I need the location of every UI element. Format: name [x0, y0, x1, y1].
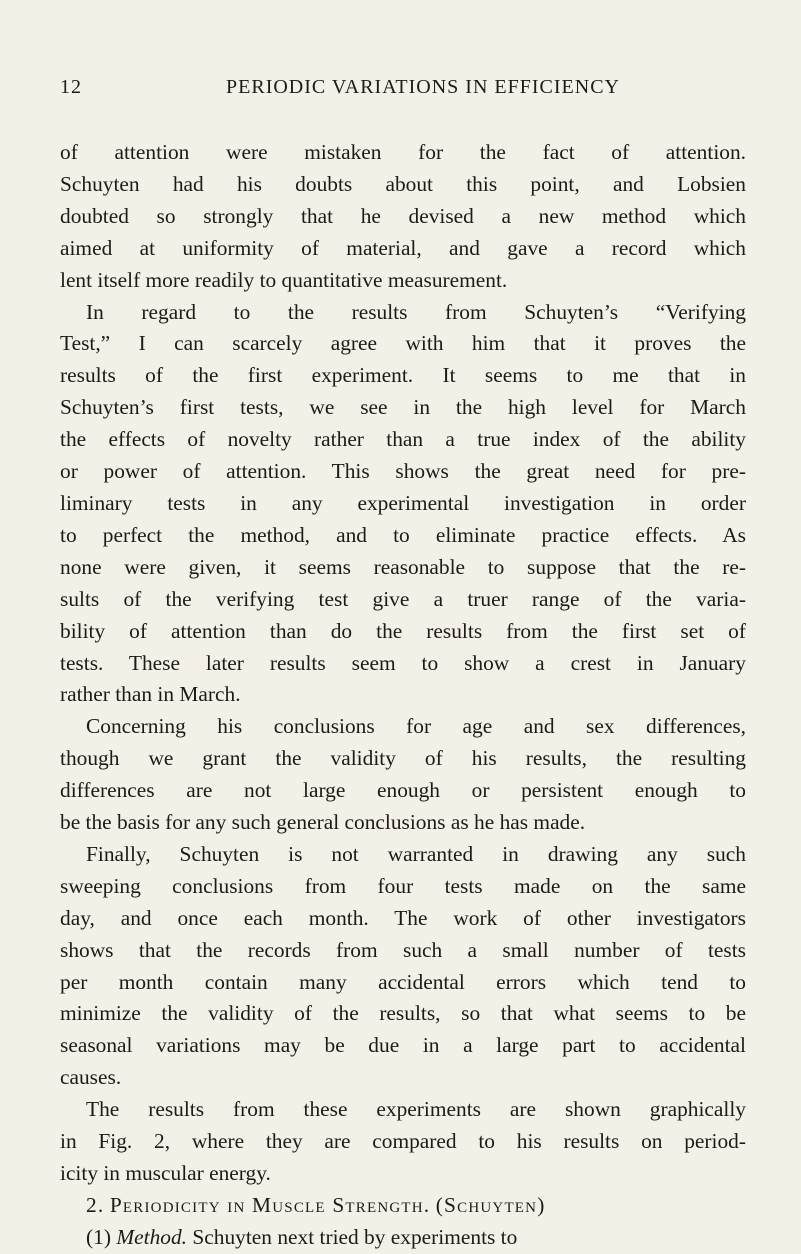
- text-line: to perfect the method, and to eliminate practice effects. As: [60, 522, 746, 547]
- text-line: day, and once each month. The work of other investigators: [60, 905, 746, 930]
- book-page: [60, 76, 746, 1254]
- section-heading: [60, 1190, 746, 1222]
- paragraph-2: [60, 297, 746, 712]
- text-line: the effects of novelty rather than a true index of the ability: [60, 427, 746, 452]
- paragraph-1: [60, 137, 746, 297]
- text-line: causes.: [60, 1065, 122, 1090]
- text-line: liminary tests in any experimental investigation in order: [60, 490, 746, 515]
- section-number: 2.: [86, 1192, 105, 1217]
- text-line: though we grant the validity of his results, the resulting: [60, 746, 746, 771]
- text-line: aimed at uniformity of material, and gave a record which: [60, 235, 746, 260]
- paragraph-3: [60, 711, 746, 839]
- text-line: seasonal variations may be due in a large part to accidental: [60, 1033, 746, 1058]
- text-line: lent itself more readily to quantitative measurement.: [60, 267, 508, 292]
- subsection-label: Method.: [116, 1224, 188, 1249]
- running-header: [60, 76, 746, 106]
- text-line: or power of attention. This shows the great need for pre-: [60, 459, 746, 484]
- text-line: Schuyten’s first tests, we see in the high level for March: [60, 395, 746, 420]
- text-line: Finally, Schuyten is not warranted in drawing any such: [86, 841, 746, 866]
- text-line: Test,” I can scarcely agree with him that it proves the: [60, 331, 746, 356]
- text-line: per month contain many accidental errors which tend to: [60, 969, 746, 994]
- text-line: bility of attention than do the results from the first set of: [60, 618, 746, 643]
- text-line: none were given, it seems reasonable to suppose that the re-: [60, 554, 746, 579]
- text-line: sults of the verifying test give a truer range of the varia-: [60, 586, 746, 611]
- text-line: be the basis for any such general conclusions as he has made.: [60, 810, 586, 835]
- text-line: Schuyten had his doubts about this point, and Lobsien: [60, 171, 746, 196]
- text-line: rather than in March.: [60, 682, 241, 707]
- text-line: sweeping conclusions from four tests made on the same: [60, 873, 746, 898]
- text-line: doubted so strongly that he devised a new method which: [60, 203, 746, 228]
- text-line: minimize the validity of the results, so that what seems to be: [60, 1001, 746, 1026]
- paragraph-5: [60, 1094, 746, 1190]
- subsection-number: (1): [86, 1224, 111, 1249]
- subsection-line: [60, 1222, 746, 1254]
- text-line: The results from these experiments are shown graphically: [86, 1097, 746, 1122]
- paragraph-4: [60, 839, 746, 1094]
- body-text: [60, 137, 746, 1254]
- text-line: icity in muscular energy.: [60, 1161, 271, 1185]
- text-line: of attention were mistaken for the fact of attention.: [60, 140, 746, 164]
- text-line: results of the first experiment. It seems to me that in: [60, 363, 746, 388]
- text-line: differences are not large enough or persistent enough to: [60, 778, 746, 803]
- text-line: tests. These later results seem to show a crest in January: [60, 650, 746, 675]
- text-line: shows that the records from such a small number of tests: [60, 937, 746, 962]
- page-number: 12: [60, 76, 82, 98]
- text-line: in Fig. 2, where they are compared to his results on period-: [60, 1129, 746, 1154]
- subsection-text: Schuyten next tried by experiments to: [192, 1224, 518, 1249]
- running-title: PERIODIC VARIATIONS IN EFFICIENCY: [226, 76, 620, 98]
- section-title: Periodicity in Muscle Strength.: [109, 1192, 431, 1217]
- text-line: Concerning his conclusions for age and sex differences,: [86, 714, 746, 739]
- text-line: In regard to the results from Schuyten’s “Verifying: [86, 299, 746, 324]
- section-author: (Schuyten): [435, 1192, 546, 1217]
